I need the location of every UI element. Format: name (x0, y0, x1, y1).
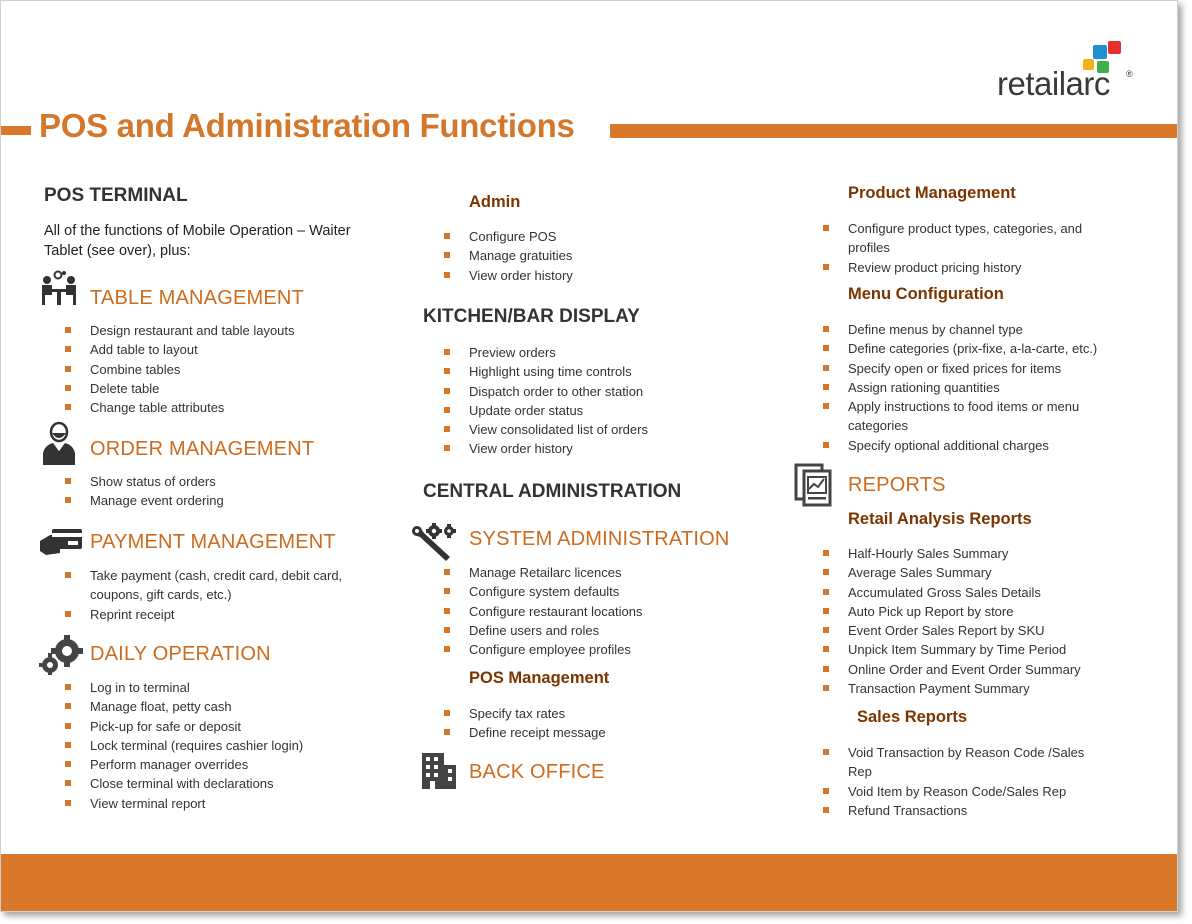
pos-terminal-intro: All of the functions of Mobile Operation – Waiter Tablet (see over), plus: (44, 223, 351, 259)
gears-icon (39, 635, 85, 675)
list-item: Manage gratuities (443, 246, 763, 265)
kitchen-bar-heading: KITCHEN/BAR DISPLAY (423, 306, 640, 327)
retail-analysis-list (822, 544, 1142, 698)
table-management-heading: TABLE MANAGEMENT (90, 287, 304, 309)
list-item: View terminal report (64, 794, 384, 813)
payment-management-heading: PAYMENT MANAGEMENT (90, 531, 336, 553)
list-item: Update order status (443, 401, 763, 420)
back-office-heading: BACK OFFICE (469, 761, 605, 783)
list-item: Configure system defaults (443, 582, 763, 601)
list-item: Log in to terminal (64, 678, 384, 697)
list-item: Configure product types, categories, and profiles (822, 219, 1122, 258)
logo-block-red (1108, 41, 1121, 54)
list-item: Dispatch order to other station (443, 382, 763, 401)
list-item: Configure employee profiles (443, 640, 763, 659)
footer-bar (1, 854, 1177, 911)
page-title: POS and Administration Functions (39, 107, 575, 144)
list-item: Show status of orders (64, 472, 384, 491)
list-item: View order history (443, 439, 763, 458)
list-item: Half-Hourly Sales Summary (822, 544, 1142, 563)
list-item: Online Order and Event Order Summary (822, 660, 1142, 679)
list-item: Take payment (cash, credit card, debit card, coupons, gift cards, etc.) (64, 566, 364, 605)
logo-wordmark: retailarc (997, 65, 1110, 102)
list-item: Void Item by Reason Code/Sales Rep (822, 782, 1102, 801)
list-item: Manage event ordering (64, 491, 384, 510)
list-item: Assign rationing quantities (822, 378, 1122, 397)
list-item: Define menus by channel type (822, 320, 1122, 339)
list-item: Perform manager overrides (64, 755, 384, 774)
logo-block-blue (1093, 45, 1107, 59)
retail-analysis-heading: Retail Analysis Reports (848, 510, 1032, 528)
list-item: Manage float, petty cash (64, 697, 384, 716)
list-item: Change table attributes (64, 398, 384, 417)
list-item: Configure restaurant locations (443, 602, 763, 621)
card-hand-icon (38, 527, 84, 557)
pos-terminal-heading: POS TERMINAL (44, 185, 188, 206)
list-item: Specify open or fixed prices for items (822, 359, 1122, 378)
list-item: Define receipt message (443, 723, 763, 742)
list-item: Preview orders (443, 343, 763, 362)
wrench-gears-icon (410, 523, 458, 561)
list-item: Pick-up for safe or deposit (64, 717, 384, 736)
report-icon (794, 463, 832, 507)
title-accent-left (1, 126, 31, 135)
building-icon (420, 753, 456, 789)
list-item: Close terminal with declarations (64, 774, 384, 793)
central-admin-heading: CENTRAL ADMINISTRATION (423, 481, 682, 502)
pos-management-list (443, 704, 763, 743)
list-item: Define users and roles (443, 621, 763, 640)
list-item: View consolidated list of orders (443, 420, 763, 439)
list-item: Design restaurant and table layouts (64, 321, 384, 340)
list-item: Define categories (prix-fixe, a-la-carte, etc.) (822, 339, 1122, 358)
waiter-person-icon (41, 421, 77, 465)
list-item: Lock terminal (requires cashier login) (64, 736, 384, 755)
order-management-heading: ORDER MANAGEMENT (90, 438, 315, 460)
list-item: Combine tables (64, 360, 384, 379)
list-item: Refund Transactions (822, 801, 1102, 820)
list-item: Configure POS (443, 227, 763, 246)
list-item: View order history (443, 266, 763, 285)
list-item: Specify optional additional charges (822, 436, 1122, 455)
title-accent-right (610, 124, 1177, 138)
admin-heading: Admin (469, 193, 521, 211)
list-item: Delete table (64, 379, 384, 398)
list-item: Reprint receipt (64, 605, 364, 624)
list-item: Accumulated Gross Sales Details (822, 583, 1142, 602)
list-item: Transaction Payment Summary (822, 679, 1142, 698)
pos-management-heading: POS Management (469, 669, 610, 687)
list-item: Unpick Item Summary by Time Period (822, 640, 1142, 659)
table-management-list (64, 321, 384, 417)
list-item: Review product pricing history (822, 258, 1122, 277)
list-item: Add table to layout (64, 340, 384, 359)
daily-operation-list (64, 678, 384, 813)
list-item: Event Order Sales Report by SKU (822, 621, 1142, 640)
sales-reports-list (822, 743, 1102, 820)
order-management-list (64, 472, 384, 511)
list-item: Specify tax rates (443, 704, 763, 723)
list-item: Auto Pick up Report by store (822, 602, 1142, 621)
list-item: Highlight using time controls (443, 362, 763, 381)
kitchen-bar-list (443, 343, 763, 459)
daily-operation-heading: DAILY OPERATION (90, 643, 271, 665)
product-management-heading: Product Management (848, 184, 1016, 202)
logo-registered-mark: ® (1126, 69, 1133, 79)
list-item: Average Sales Summary (822, 563, 1142, 582)
system-admin-list (443, 563, 763, 659)
system-admin-heading: SYSTEM ADMINISTRATION (469, 528, 730, 550)
list-item: Apply instructions to food items or menu categories (822, 397, 1122, 436)
product-management-list (822, 219, 1122, 277)
payment-management-list (64, 566, 364, 624)
menu-configuration-list (822, 320, 1122, 455)
menu-configuration-heading: Menu Configuration (848, 285, 1004, 303)
reports-heading: REPORTS (848, 474, 946, 496)
list-item: Void Transaction by Reason Code /Sales Rep (822, 743, 1102, 782)
sales-reports-heading: Sales Reports (857, 708, 968, 726)
waiter-table-icon (39, 269, 79, 311)
list-item: Manage Retailarc licences (443, 563, 763, 582)
admin-list (443, 227, 763, 285)
